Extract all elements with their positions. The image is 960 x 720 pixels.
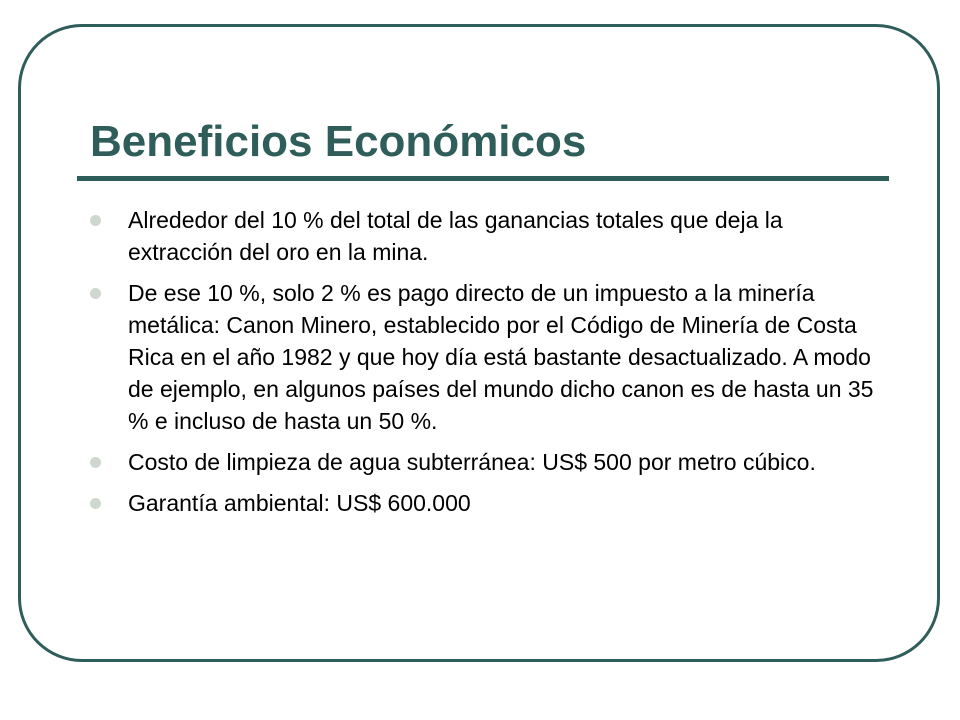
- bullet-item: [90, 487, 880, 519]
- bullet-text: Garantía ambiental: US$ 600.000: [128, 490, 471, 516]
- bullet-item: [90, 277, 880, 437]
- slide-title: Beneficios Económicos: [90, 117, 587, 166]
- bullet-text: Costo de limpieza de agua subterránea: US$ 500 por metro cúbico.: [128, 449, 816, 475]
- bullet-dot-icon: [90, 498, 101, 509]
- bullet-dot-icon: [90, 288, 101, 299]
- bullet-item: [90, 446, 880, 478]
- bullet-dot-icon: [90, 215, 101, 226]
- bullet-list: [90, 204, 880, 528]
- bullet-text: De ese 10 %, solo 2 % es pago directo de un impuesto a la minería metálica: Canon Minero, establecido por el Código de Minería de Costa Rica en el año 1982 y que hoy día está bastante desactualizado. A modo de ejemplo, en algunos países del mundo dicho canon es de hasta un 35 % e incluso de hasta un 50 %.: [128, 280, 874, 434]
- bullet-dot-icon: [90, 457, 101, 468]
- bullet-text: Alrededor del 10 % del total de las ganancias totales que deja la extracción del oro en la mina.: [128, 207, 783, 265]
- bullet-item: [90, 204, 880, 268]
- title-underline: [77, 176, 889, 181]
